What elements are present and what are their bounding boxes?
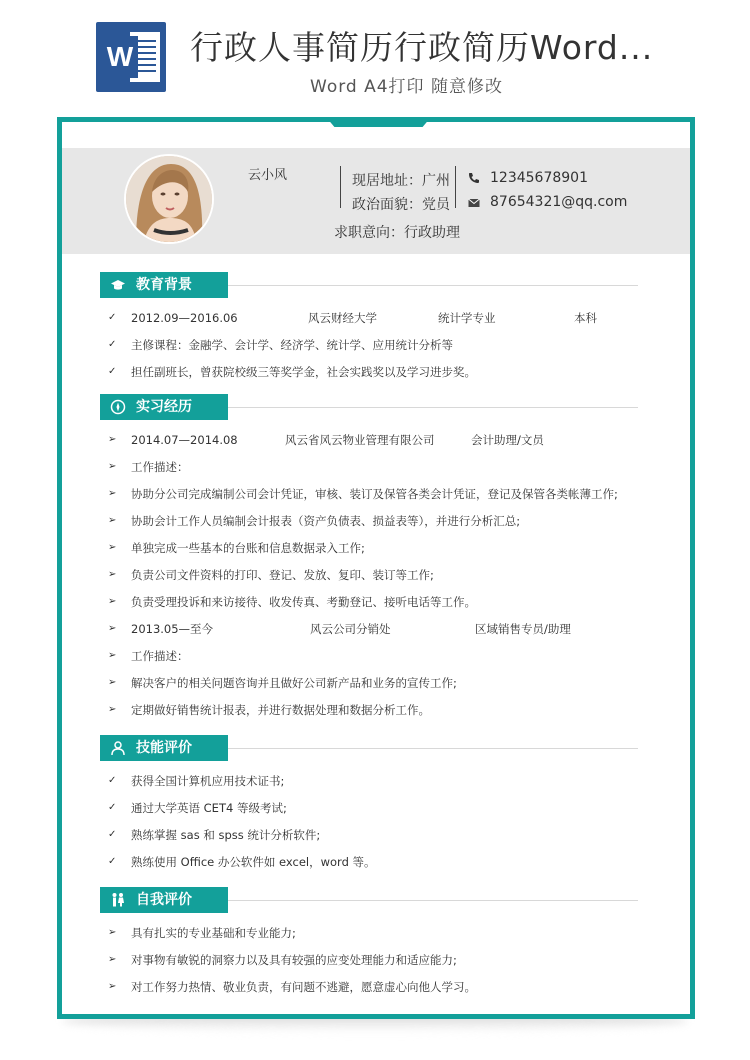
phone-number: 12345678901 xyxy=(490,170,588,186)
arrow-icon: ➢ xyxy=(108,704,117,715)
arrow-icon: ➢ xyxy=(108,981,117,992)
check-icon: ✓ xyxy=(108,829,117,840)
document-title: 行政人事简历行政简历Word... xyxy=(190,28,654,67)
divider xyxy=(455,166,456,208)
compass-icon xyxy=(110,399,126,415)
education-date: 2012.09—2016.06 xyxy=(131,311,238,325)
job-objective: 求职意向：行政助理 xyxy=(334,225,460,241)
resume-page: 云小风 现居地址：广州 政治面貌：党员 12345678901 87654321@qq.com 求职意向：行政助理 教育背景 ✓ 2012.09—2016.06 风云财经大学 统计学专业 本科 ✓ 主修课程：金融学、会计学、经济学、统计学、应用统计分析等 ✓ 担任副班长，曾获院校级三等奖学金，社会实践奖以及学习进步奖。 实习经历 ➢ 2014.07—2014.08 风云省风云物业管理有限公司 会计助理/文员 ➢ 工作描述： ➢ 协助分公司完成编制公司会计凭证，审核、装订及保管各类会计凭证，登记及保管各类帐薄工作; ➢ 协助会计工作人员编制会计报表（资产负债表、损益表等），并进行分析汇总; ➢ 单独完成一些基本的台账和信息数据录入工作; ➢ 负责公司文件资料的打印、登记、发放、复印、装订等工作; ➢ 负责受理投诉和来访接待、收发传真、考勤登记、接听电话等工作。 ➢ 2013.05—至今 风云公司分销处 区域销售专员/助理 ➢ 工作描述： ➢ 解决客户的相关问题咨询并且做好公司新产品和业务的宣传工作; ➢ 定期做好销售统计报表，并进行数据处理和数据分析工作。 技能评价 ✓ 获得全国计算机应用技术证书; ✓ 通过大学英语 CET4 等级考试; ✓ 熟练掌握 sas 和 spss 统计分析软件; ✓ 熟练使用 Office 办公软件如 excel，word 等。 自我评价 ➢ 具有扎实的专业基础和专业能力; ➢ 对事物有敏锐的洞察力以及具有较强的应变处理能力和适应能力; ➢ 对工作努力热情、敬业负责，有问题不逃避，愿意虚心向他人学习。 xyxy=(57,117,695,1019)
person-icon xyxy=(110,740,126,756)
candidate-name: 云小风 xyxy=(248,168,288,183)
section-education-header xyxy=(100,272,228,298)
profile-header xyxy=(62,148,690,254)
section-rule xyxy=(228,748,638,749)
section-skills-header xyxy=(100,735,228,761)
check-icon: ✓ xyxy=(108,856,117,867)
job-date: 2014.07—2014.08 xyxy=(131,433,238,447)
job-date: 2013.05—至今 xyxy=(131,622,214,636)
arrow-icon: ➢ xyxy=(108,623,117,634)
arrow-icon: ➢ xyxy=(108,488,117,499)
arrow-icon: ➢ xyxy=(108,434,117,445)
section-internship-header xyxy=(100,394,228,420)
arrow-icon: ➢ xyxy=(108,515,117,526)
education-major: 统计学专业 xyxy=(438,311,496,325)
arrow-icon: ➢ xyxy=(108,650,117,661)
preview-banner xyxy=(0,0,750,110)
education-school: 风云财经大学 xyxy=(308,311,377,325)
phone-icon xyxy=(468,172,480,184)
envelope-icon xyxy=(468,197,480,209)
section-self-header xyxy=(100,887,228,913)
avatar xyxy=(124,154,214,244)
arrow-icon: ➢ xyxy=(108,461,117,472)
document-subtitle: Word A4打印 随意修改 xyxy=(310,77,503,97)
page-tab xyxy=(326,117,431,127)
arrow-icon: ➢ xyxy=(108,677,117,688)
check-icon: ✓ xyxy=(108,366,117,377)
divider xyxy=(340,166,341,208)
arrow-icon: ➢ xyxy=(108,596,117,607)
political-status: 政治面貌：党员 xyxy=(352,197,450,213)
section-title: 自我评价 xyxy=(136,892,192,908)
arrow-icon: ➢ xyxy=(108,954,117,965)
arrow-icon: ➢ xyxy=(108,569,117,580)
section-title: 技能评价 xyxy=(136,740,192,756)
check-icon: ✓ xyxy=(108,775,117,786)
job-company: 风云公司分销处 xyxy=(310,622,391,636)
family-icon xyxy=(110,892,126,908)
arrow-icon: ➢ xyxy=(108,927,117,938)
arrow-icon: ➢ xyxy=(108,542,117,553)
graduation-cap-icon xyxy=(110,277,126,293)
word-app-icon: W xyxy=(96,22,166,92)
check-icon: ✓ xyxy=(108,312,117,323)
address: 现居地址：广州 xyxy=(352,173,450,189)
job-role: 会计助理/文员 xyxy=(471,433,544,447)
email: 87654321@qq.com xyxy=(490,194,628,210)
job-company: 风云省风云物业管理有限公司 xyxy=(285,433,435,447)
section-title: 教育背景 xyxy=(136,277,192,293)
section-rule xyxy=(228,900,638,901)
section-title: 实习经历 xyxy=(136,399,192,415)
section-rule xyxy=(228,285,638,286)
education-degree: 本科 xyxy=(574,311,597,325)
job-role: 区域销售专员/助理 xyxy=(475,622,571,636)
check-icon: ✓ xyxy=(108,339,117,350)
section-rule xyxy=(228,407,638,408)
check-icon: ✓ xyxy=(108,802,117,813)
